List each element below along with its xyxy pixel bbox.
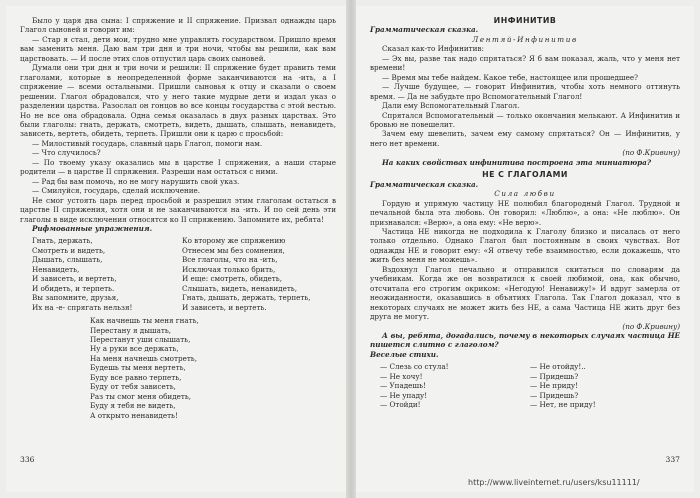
paragraph: — Смилуйся, государь, сделай исключение.	[32, 186, 201, 196]
page-number: 337	[665, 455, 680, 464]
poem-line: Буду все равно терпеть,	[90, 372, 182, 382]
paragraph: Дали ему Вспомогательный Глагол.	[382, 101, 520, 111]
poem-line: Перестанут уши слышать,	[90, 334, 191, 344]
left-page	[6, 6, 346, 492]
dialog-line: — Отойди!	[380, 400, 421, 410]
author-credit: (по Ф.Кривину)	[622, 148, 680, 158]
paragraph: Думали они три дня и три ночи и решили: II спряжение будет править теми глаголами, которые в неопределенной форме заканчиваются на -ить, а I спряжение — всеми остальными. Пришли сыновья к отцу и сказали о своем решении. Глагол обрадовался, что у него такие мудрые дети и издал указ о разделении царства. Разослал он гонцов во все концы государства с этой вестью. Но не все она обрадовала. Одна семья оказалась в двух разных царствах. Это были глаголы: гнать, держать, смотреть, видеть, дышать, слышать, ненавидеть, зависеть, вертеть, обидеть, терпеть. Пришли они к царю с просьбой:	[20, 63, 336, 139]
question: На каких свойствах инфинитива построена эта миниатюра?	[382, 157, 652, 167]
paragraph: Было у царя два сына: I спряжение и II спряжение. Призвал однажды царь Глагол сыновей и говорит им:	[20, 16, 336, 35]
poem-line: Раз ты смог меня обидеть,	[90, 391, 192, 401]
rhyme-poem-two-column	[32, 236, 336, 312]
dialog-line: — Не хочу!	[380, 371, 423, 381]
story-title: Сила любви	[494, 189, 556, 199]
paragraph: Вздохнул Глагол печально и отправился скитаться по словарям да учебникам. Когда же он возвратился к своей любимой, она, как обычно, отсчитала его строгим окриком: «Негодую! Ненавижу!» И вдруг замерла от неожиданности, оказавшись в объятиях Глагола. Так Глагол доказал, что в некоторых случаях не может жить без НЕ, а сама Частица НЕ жить друг без друга не могут.	[370, 264, 680, 322]
dialog-column-1	[380, 362, 530, 409]
poem-line: Их на -е- спрягать нельзя!	[32, 302, 133, 312]
right-page	[356, 6, 694, 492]
dialog-line: — Придешь?	[530, 390, 579, 400]
poem-line: Дышать, слышать,	[32, 255, 103, 265]
dialog-line: — Упадешь!	[380, 381, 426, 391]
section-subtitle: Грамматическая сказка.	[370, 179, 479, 189]
poem-line: Отнесем мы без сомнения,	[182, 245, 285, 255]
dialog-line: — Не отойду!..	[530, 362, 586, 372]
paragraph: Зачем ему шевелить, зачем ему самому спрятаться? Он — Инфинитив, у него нет времени.	[370, 129, 680, 148]
paragraph: — По твоему указу оказались мы в царстве I спряжения, а наши старые родители — в царстве II спряжения. Разреши нам остаться с ними.	[20, 157, 336, 177]
poem-line: Буду я тебя не видеть,	[90, 401, 176, 411]
paragraph: Не смог устоять царь перед просьбой и разрешил этим глаголам остаться в царстве II спряжения, хотя они и не заканчиваются на -ить. И по сей день эти глаголы в виде исключения относятся ко II спряжению. Запомните их, ребята!	[20, 195, 336, 224]
dialog-line: — Не приду!	[530, 381, 579, 391]
section-subtitle: Грамматическая сказка.	[370, 25, 479, 35]
poem-line: Будешь ты меня вертеть,	[90, 363, 186, 373]
question: А вы, ребята, догадались, почему в некоторых случаях частица НЕ пишется слитно с глаголом?	[370, 330, 680, 350]
poem-line: И зависеть, и вертеть.	[182, 302, 267, 312]
dialog-column-2	[530, 362, 670, 409]
story-title: Лентяй-Инфинитив	[472, 34, 578, 44]
page-number: 336	[20, 455, 35, 464]
poem-line: На меня начнешь смотреть,	[90, 353, 197, 363]
dialog-line: — Слезь со стула!	[380, 362, 449, 372]
left-column	[20, 16, 336, 420]
poem-line: Исключая только брить,	[182, 264, 276, 274]
rhyme-poem-single	[90, 316, 336, 420]
poem-line: И еще: смотреть, обидеть,	[182, 274, 282, 284]
author-credit: (по Ф.Кривину)	[622, 321, 680, 331]
verses-title: Веселые стихи.	[370, 349, 439, 359]
section-title: ИНФИНИТИВ	[493, 16, 557, 25]
poem-line: И обидеть, и терпеть.	[32, 283, 115, 293]
poem-line: Буду от тебя зависеть,	[90, 382, 176, 392]
poem-line: Ну а руки все держать,	[90, 344, 179, 354]
paragraph: — Рад бы вам помочь, но не могу нарушить свой указ.	[32, 176, 240, 186]
poem-column-1	[32, 236, 182, 312]
poem-line: Как начнешь ты меня гнать,	[90, 316, 199, 326]
exercise-title: Рифмованные упражнения.	[32, 223, 153, 233]
poem-line: И зависеть, и вертеть,	[32, 274, 117, 284]
poem-line: Смотреть и видеть,	[32, 245, 106, 255]
paragraph: — Время мы тебе найдем. Какое тебе, настоящее или прошедшее?	[382, 72, 638, 82]
dialog-line: — Нет, не приду!	[530, 400, 596, 410]
poem-column-2	[182, 236, 332, 312]
paragraph: Частица НЕ никогда не подходила к Глаголу близко и писалась от него только отдельно. Однако Глагол был постоянным в своих чувствах. Вот однажды НЕ и говорит ему: «Я отвечу тебе взаимностью, если докажешь, что жить без меня не можешь».	[370, 226, 680, 265]
poem-line: А открыто ненавидеть!	[90, 410, 178, 420]
poem-line: Все глаголы, что на -ить,	[182, 255, 278, 265]
paragraph: — Стар я стал, дети мои, трудно мне управлять государством. Пришло время вам заменить меня. Даю вам три дня и три ночи, чтобы вы решили, как вам царствовать. — И после этих слов отпустил царь своих сыновей.	[20, 34, 336, 63]
paragraph: Сказал как-то Инфинитив:	[382, 44, 484, 54]
paragraph: — Что случилось?	[32, 148, 101, 158]
poem-line: Гнать, дышать, держать, терпеть,	[182, 293, 311, 303]
paragraph: Спрятался Вспомогательный — только окончания мелькают. А Инфинитив и бровью не повешелит.	[370, 110, 680, 129]
paragraph: Гордую и упрямую частицу НЕ полюбил благородный Глагол. Трудной и печальной была эта любовь. Он говорил: «Люблю», а она: «Не люблю». Он признавался: «Верю», а она ему: «Не верю».	[370, 198, 680, 227]
paragraph: — Милостивый государь, славный царь Глагол, помоги нам.	[32, 138, 263, 148]
dialog-verses	[380, 362, 680, 409]
book-gutter	[346, 0, 356, 498]
right-column	[370, 16, 680, 413]
section-title: НЕ С ГЛАГОЛАМИ	[482, 170, 568, 180]
dialog-line: — Не упаду!	[380, 390, 428, 400]
poem-line: Перестану я дышать,	[90, 325, 172, 335]
poem-line: Гнать, держать,	[32, 236, 93, 246]
poem-line: Ко второму же спряжению	[182, 236, 286, 246]
poem-line: Слышать, видеть, ненавидеть,	[182, 283, 297, 293]
poem-line: Ненавидеть,	[32, 264, 80, 274]
dialog-line: — Придешь?	[530, 371, 579, 381]
paragraph: — Эх вы, разве так надо спрятаться? Я б вам показал, жаль, что у меня нет времени!	[370, 53, 680, 73]
watermark-url: http://www.liveinternet.ru/users/ksu11111/	[468, 478, 640, 487]
poem-line: Вы запомните, друзья,	[32, 293, 119, 303]
paragraph: — Лучше будущее, — говорит Инфинитив, чтобы хоть немного оттянуть время. — Да не забудьте про Вспомогательный Глагол!	[370, 82, 680, 101]
